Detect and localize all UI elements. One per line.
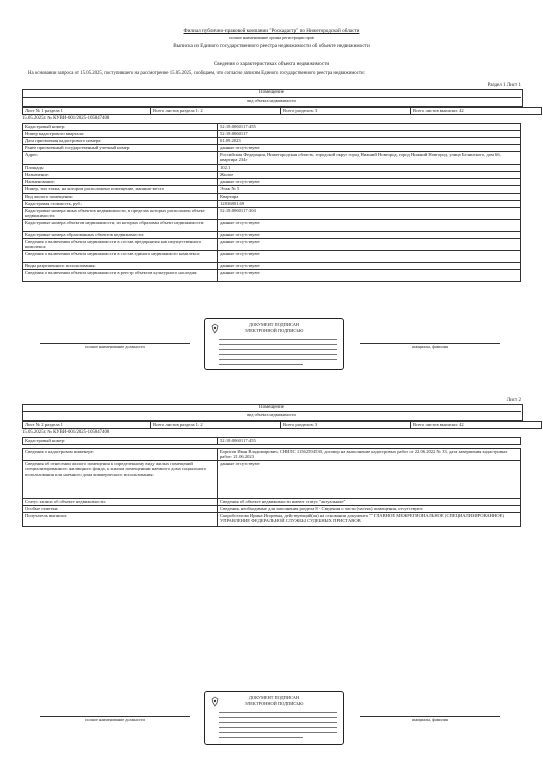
object-type: Помещение: [258, 90, 285, 95]
p1-value: 01.09.2023: [218, 138, 521, 145]
p1-row: [23, 138, 521, 145]
p1-label: Адрес:: [23, 152, 218, 165]
p1-label: Номер кадастрового квартала:: [23, 131, 218, 138]
sheets-total: Всего листов выписки: 42: [411, 108, 542, 115]
p1-label: Кадастровая стоимость, руб.:: [23, 201, 218, 208]
p1-label: Сведения о включении объекта недвижимости в состав предприятия как имущественного комплекса:: [23, 239, 218, 251]
p1-label: Кадастровые номера объектов недвижимости, из которых образован объект недвижимости:: [23, 220, 218, 232]
page2-cadastral-label: Кадастровый номер:: [23, 438, 218, 445]
section-label: Раздел 1 Лист 1: [487, 83, 521, 88]
sheet-info-row: [22, 107, 542, 115]
p1-value: 52:18:0060117:455: [218, 124, 521, 131]
p1-label: Ранее присвоенный государственный учетный номер:: [23, 145, 218, 152]
page2-cadastral-value: 52:18:0060117:455: [218, 438, 521, 445]
p1-value: 52:18:0060117:304: [218, 208, 521, 220]
p1-row: [23, 208, 521, 220]
p2-row: [23, 449, 521, 461]
p1-value: Этаж № 5: [218, 186, 521, 194]
p1-row: [23, 239, 521, 251]
page2-sheets-total: Всего листов выписки: 42: [411, 422, 542, 429]
signature-caption-name: инициалы, фамилия: [412, 344, 448, 349]
p1-label: Сведения о включении объекта недвижимости в состав единого недвижимого комплекса:: [23, 251, 218, 263]
electronic-signature-stamp: [204, 318, 344, 370]
p1-value: данные отсутствуют: [218, 232, 521, 239]
p1-label: Наименование:: [23, 179, 218, 186]
sections-total: Всего разделов: 3: [281, 108, 411, 115]
p1-row: [23, 232, 521, 239]
p1-row: [23, 172, 521, 179]
p1-value: 102.1: [218, 165, 521, 172]
extract-title: Выписка из Единого государственного реестра недвижимости об объекте недвижимости: [173, 43, 370, 49]
page2-signature-caption-name: инициалы, фамилия: [412, 717, 448, 722]
page2-stamp-title: ДОКУМЕНТ ПОДПИСАН: [248, 695, 300, 700]
p1-value: Российская Федерация, Нижегородская область, городской округ город Нижний Новгород, город Нижний Новгород, улица Белинского, дом 66, квартира 234г: [218, 152, 521, 165]
p1-row: [23, 220, 521, 232]
p1-row: [23, 131, 521, 138]
p1-value: данные отсутствуют: [218, 220, 521, 232]
page2-object-type: Помещение: [258, 405, 285, 410]
p2-label: Получатель выписки:: [23, 513, 218, 527]
characteristics-table: [22, 123, 521, 282]
p2-value: Скоробогатова Ирина Игоревна, действующий(ая) на основании документа "" ГЛАВНОЕ МЕЖРЕГИОНАЛЬНОЕ (СПЕЦИАЛИЗИРОВАННОЕ) УПРАВЛЕНИЕ ФЕДЕРАЛЬНОЙ СЛУЖБЫ СУДЕБНЫХ ПРИСТАВОВ: [218, 513, 521, 527]
page2-object-type-caption: вид объекта недвижимости: [247, 412, 296, 417]
page2-date-number: 15.05.2025г. № КУВИ-001/2025-105847408: [22, 430, 110, 435]
request-line: На основании запроса от 15.05.2025, поступившего на рассмотрение 15.05.2025, сообщаем, что согласно записям Единого государственного реестра недвижимости:: [28, 71, 365, 76]
p1-row: [23, 251, 521, 263]
p2-label: Статус записи об объекте недвижимости:: [23, 499, 218, 506]
p2-label: Сведения о кадастровом инженере:: [23, 449, 218, 461]
p1-label: Кадастровые номера иных объектов недвижимости, в пределах которых расположен объект недвижимости:: [23, 208, 218, 220]
p2-value: Борисов Иван Владимирович, СНИЛС 11562594530, договор на выполнение кадастровых работ от 22.06.2022 № 33, дата завершения кадастровых работ: 21.06.2023: [218, 449, 521, 461]
p1-value: Квартира: [218, 194, 521, 201]
p1-value: Жилое: [218, 172, 521, 179]
p1-label: Сведения о включении объекта недвижимости в реестр объектов культурного наследия:: [23, 270, 218, 282]
p2-label: Особые отметки:: [23, 506, 218, 513]
p1-row: [23, 194, 521, 201]
p1-value: данные отсутствуют: [218, 239, 521, 251]
object-type-caption: вид объекта недвижимости: [247, 98, 296, 103]
p2-value: Сведения, необходимые для заполнения раздела 8 - Сведения о части (частях) помещения, отсутствуют.: [218, 506, 521, 513]
p1-row: [23, 124, 521, 131]
p1-row: [23, 186, 521, 194]
p1-row: [23, 201, 521, 208]
p1-label: Кадастровые номера образованных объектов недвижимости:: [23, 232, 218, 239]
page2-signature-caption-position: полное наименование должности: [85, 717, 145, 722]
stamp-subtitle: ЭЛЕКТРОННОЙ ПОДПИСЬЮ: [244, 328, 304, 333]
p1-value: данные отсутствуют: [218, 263, 521, 270]
p1-label: Виды разрешенного использования:: [23, 263, 218, 270]
p1-value: данные отсутствуют: [218, 270, 521, 282]
p1-label: Номер, тип этажа, на котором расположено помещение, машино-место: [23, 186, 218, 194]
p1-label: Кадастровый номер:: [23, 124, 218, 131]
p2-row: [23, 461, 521, 499]
page2-sheet-number: Лист № 2 раздела 1: [23, 422, 151, 429]
p1-row: [23, 270, 521, 282]
info-title: Сведения о характеристиках объекта недвижимости: [213, 61, 330, 67]
page2-characteristics-table: [22, 448, 521, 527]
p1-row: [23, 145, 521, 152]
sheet-number: Лист № 1 раздела 1: [23, 108, 151, 115]
p1-label: Дата присвоения кадастрового номера:: [23, 138, 218, 145]
p1-label: Площадь:: [23, 165, 218, 172]
signature-caption-position: полное наименование должности: [85, 344, 145, 349]
org-name: Филиал публично-правовой компании "Роскадастр" по Нижегородской области: [183, 28, 360, 34]
p1-label: Вид жилого помещения:: [23, 194, 218, 201]
p2-value: данные отсутствуют: [218, 461, 521, 499]
p2-label: Сведения об отнесении жилого помещения к определенному виду жилых помещений специализированного жилищного фонда, к жилым помещениям наемного дома социального использования или наемного дома коммерческого использования:: [23, 461, 218, 499]
p1-label: Назначение:: [23, 172, 218, 179]
page2-cadastral-row: [22, 437, 521, 445]
p1-row: [23, 179, 521, 186]
org-caption: полное наименование органа регистрации прав: [229, 35, 314, 40]
sheet-total-section: Всего листов раздела 1: 2: [151, 108, 281, 115]
p1-value: данные отсутствуют: [218, 145, 521, 152]
page2-stamp-subtitle: ЭЛЕКТРОННОЙ ПОДПИСЬЮ: [244, 701, 304, 706]
p2-value: Сведения об объекте недвижимости имеют статус "актуальные": [218, 499, 521, 506]
p1-value: данные отсутствуют: [218, 251, 521, 263]
page2-label: Лист 2: [506, 398, 521, 403]
p1-value: 12836801.69: [218, 201, 521, 208]
page2-sheet-info-row: [22, 421, 542, 429]
page2-electronic-signature-stamp: [204, 691, 344, 745]
p1-row: [23, 152, 521, 165]
p2-row: [23, 506, 521, 513]
p1-row: [23, 263, 521, 270]
page2-sheet-total-section: Всего листов раздела 1: 2: [151, 422, 281, 429]
p2-row: [23, 513, 521, 527]
p1-value: 52:18:0060117: [218, 131, 521, 138]
page2-sections-total: Всего разделов: 3: [281, 422, 411, 429]
p1-row: [23, 165, 521, 172]
p1-value: данные отсутствуют: [218, 179, 521, 186]
p2-row: [23, 499, 521, 506]
date-number: 15.05.2025г. № КУВИ-001/2025-105847408: [22, 116, 110, 121]
stamp-title: ДОКУМЕНТ ПОДПИСАН: [248, 322, 300, 327]
